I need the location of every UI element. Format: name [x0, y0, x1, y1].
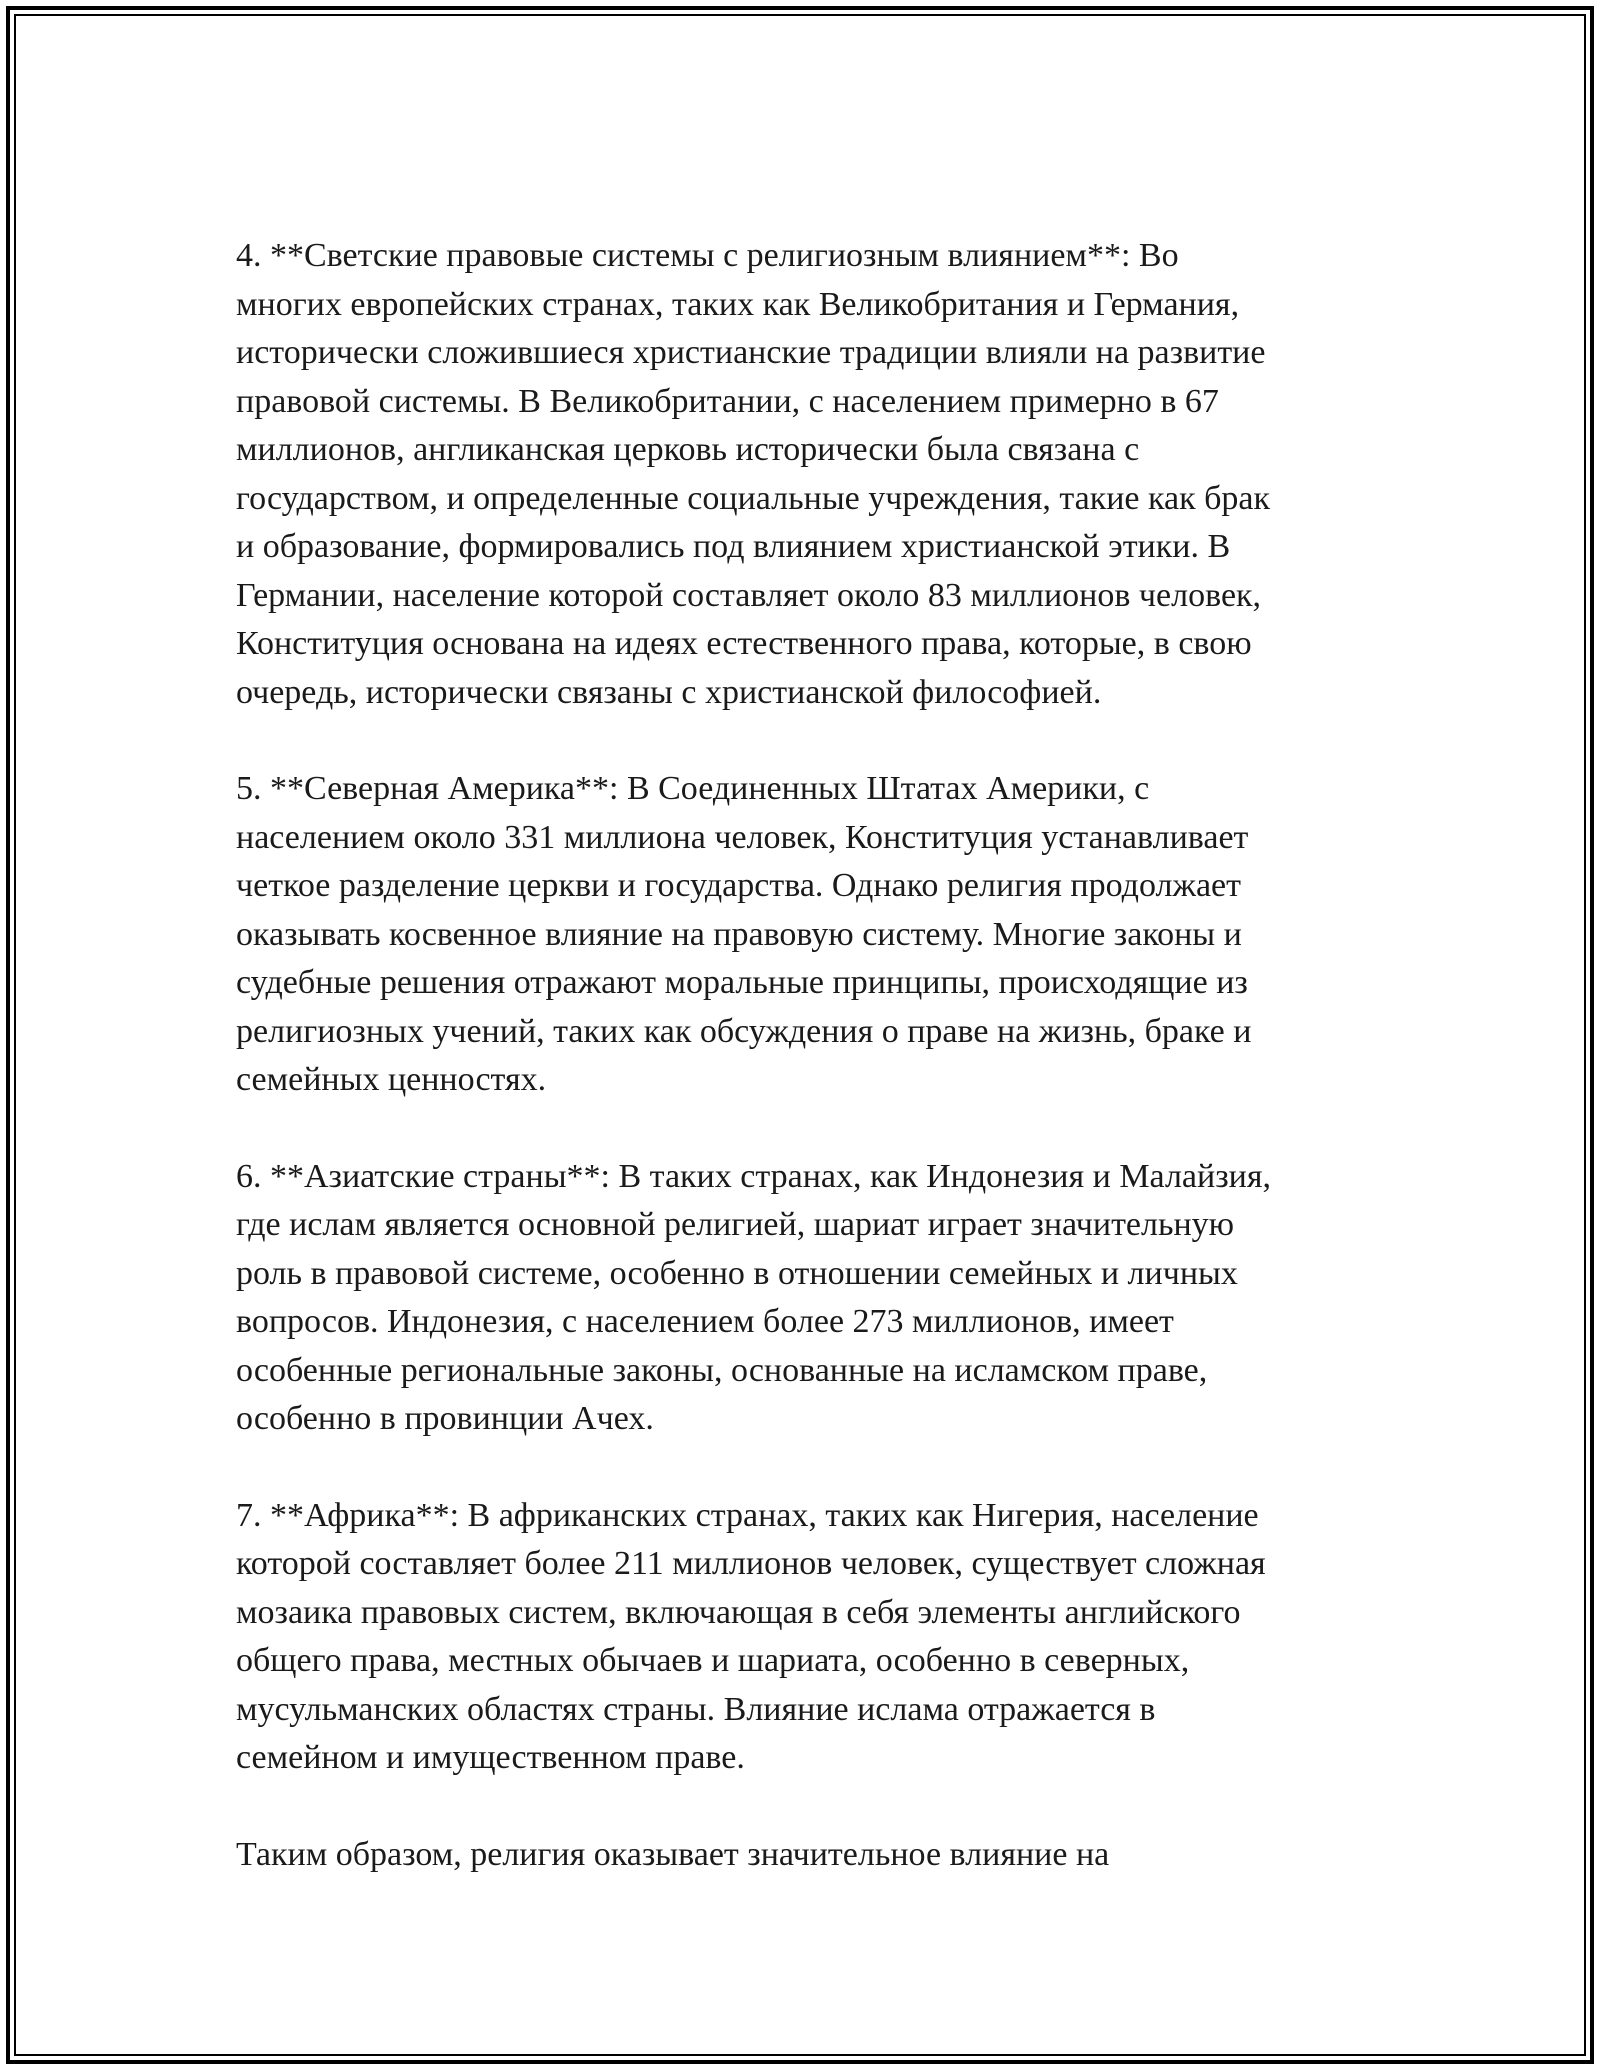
text-line: очередь, исторически связаны с христианской философией.	[236, 673, 1102, 711]
text-line: судебные решения отражают моральные принципы, происходящие из	[236, 964, 1248, 1001]
text-line: государством, и определенные социальные учреждения, такие как брак	[236, 479, 1271, 517]
document-body	[236, 232, 1416, 1927]
paragraph-north-america	[236, 765, 1416, 1105]
text-line: многих европейских странах, таких как Великобритания и Германия,	[236, 285, 1240, 323]
text-line: мозаика правовых систем, включающая в себя элементы английского	[236, 1593, 1241, 1631]
text-line: где ислам является основной религией, шариат играет значительную	[236, 1206, 1235, 1243]
paragraph-secular-legal-systems	[236, 232, 1416, 717]
text-line: оказывать косвенное влияние на правовую систему. Многие законы и	[236, 915, 1242, 953]
paragraph-asian-countries	[236, 1153, 1416, 1444]
text-line: исторически сложившиеся христианские традиции влияли на развитие	[236, 334, 1266, 371]
text-line: Таким образом, религия оказывает значительное влияние на	[236, 1835, 1110, 1873]
text-line: Конституция основана на идеях естественного права, которые, в свою	[236, 625, 1252, 662]
text-line: религиозных учений, таких как обсуждения о праве на жизнь, браке и	[236, 1012, 1252, 1050]
text-line: четкое разделение церкви и государства. Однако религия продолжает	[236, 867, 1241, 904]
text-line: 6. **Азиатские страны**: В таких странах, как Индонезия и Малайзия,	[236, 1157, 1271, 1195]
text-line: Германии, население которой составляет около 83 миллионов человек,	[236, 576, 1262, 614]
paragraph-conclusion	[236, 1831, 1416, 1880]
text-line: общего права, местных обычаев и шариата, особенно в северных,	[236, 1642, 1190, 1679]
text-line: населением около 331 миллиона человек, Конституция устанавливает	[236, 818, 1249, 856]
text-line: которой составляет более 211 миллионов человек, существует сложная	[236, 1545, 1266, 1582]
text-line: особенно в провинции Ачех.	[236, 1400, 654, 1437]
text-line: мусульманских областях страны. Влияние ислама отражается в	[236, 1690, 1156, 1728]
paragraph-africa	[236, 1492, 1416, 1783]
text-line: правовой системы. В Великобритании, с населением примерно в 67	[236, 382, 1219, 420]
text-line: и образование, формировались под влиянием христианской этики. В	[236, 528, 1231, 565]
text-line: миллионов, англиканская церковь исторически была связана с	[236, 431, 1140, 468]
text-line: 7. **Африка**: В африканских странах, таких как Нигерия, население	[236, 1496, 1259, 1534]
text-line: семейных ценностях.	[236, 1061, 547, 1098]
text-line: особенные региональные законы, основанные на исламском праве,	[236, 1351, 1208, 1389]
text-line: семейном и имущественном праве.	[236, 1739, 745, 1776]
text-line: 4. **Светские правовые системы с религиозным влиянием**: Во	[236, 237, 1179, 274]
text-line: 5. **Северная Америка**: В Соединенных Штатах Америки, с	[236, 770, 1150, 807]
text-line: вопросов. Индонезия, с населением более 273 миллионов, имеет	[236, 1303, 1174, 1340]
text-line: роль в правовой системе, особенно в отношении семейных и личных	[236, 1254, 1238, 1292]
